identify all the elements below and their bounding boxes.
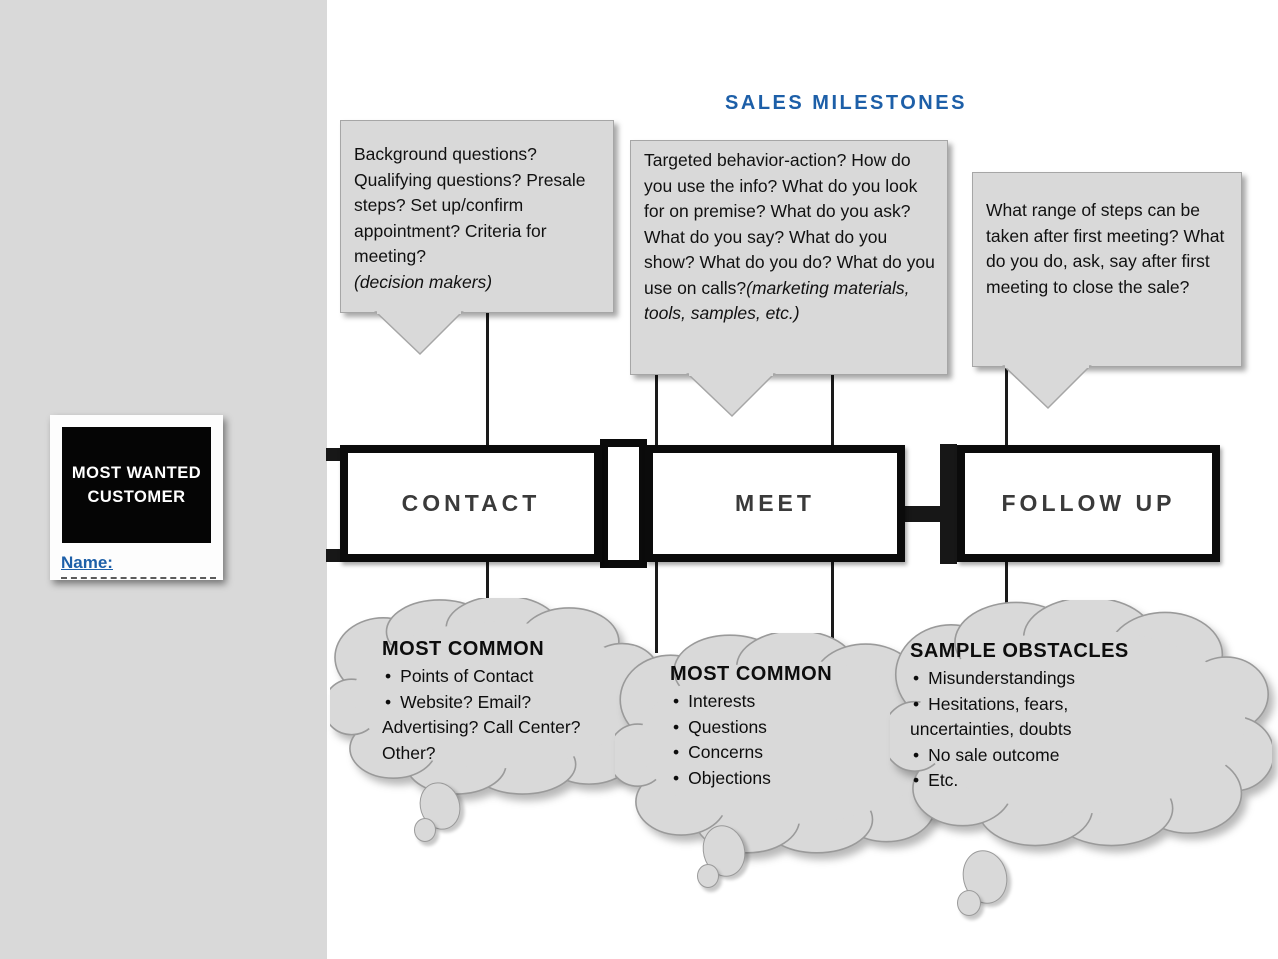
- list-item: [910, 692, 1158, 743]
- band-connector: [600, 439, 647, 568]
- callout-tail: [374, 311, 464, 357]
- callout-italic-text: (decision makers): [354, 271, 493, 292]
- bullet-dot: •: [673, 767, 680, 788]
- follow-up-callout: [972, 172, 1242, 367]
- callout-text: Targeted behavior-action? How do you use the info? What do you look for on premise? What do you ask? What do you say? What do you show? What do you do? What do you use on calls?: [644, 150, 935, 298]
- list-item: [670, 740, 880, 766]
- milestone-label: FOLLOW UP: [1001, 490, 1176, 516]
- bullet-dot: •: [913, 693, 920, 714]
- meet-callout: [630, 140, 948, 375]
- sales-milestones-title: SALES MILESTONES: [725, 92, 967, 114]
- band-connector-bar: [940, 444, 957, 564]
- bullet-dot: •: [913, 744, 920, 765]
- name-label: Name:: [61, 553, 113, 572]
- cloud-tail-bubble: [697, 864, 719, 888]
- list-item: [382, 664, 582, 690]
- callout-text: What range of steps can be taken after first meeting? What do you do, ask, say after first meeting to close the sale?: [986, 200, 1225, 297]
- bullet-dot: •: [385, 691, 392, 712]
- bullet-dot: •: [673, 742, 680, 762]
- cloud-bullet-list: [670, 689, 880, 791]
- list-item-text: Etc.: [928, 770, 959, 790]
- photo-label: MOST WANTED CUSTOMER: [71, 464, 202, 506]
- cloud-heading: SAMPLE OBSTACLES: [910, 640, 1129, 662]
- milestone-contact-box: [340, 445, 602, 562]
- most-wanted-customer-photo: [62, 427, 211, 543]
- bullet-dot: •: [673, 716, 680, 737]
- list-item: [910, 743, 1158, 769]
- list-item: [910, 768, 1158, 794]
- callout-italic-text: (marketing materials, tools, samples, etc.): [644, 277, 910, 323]
- bullet-dot: •: [385, 666, 392, 686]
- list-item-text: Points of Contact: [400, 666, 534, 686]
- milestone-meet-box: [645, 445, 905, 562]
- band-connector-bar: [903, 506, 945, 522]
- list-item: [910, 666, 1158, 692]
- callout-text: Background questions? Qualifying questions? Presale steps? Set up/confirm appointment? Criteria for meeting?: [354, 144, 586, 266]
- list-item-text: Questions: [688, 716, 767, 737]
- cloud-tail-bubble: [957, 890, 981, 916]
- bullet-dot: •: [913, 668, 920, 688]
- name-blank-line: [61, 553, 216, 579]
- milestone-label: MEET: [735, 490, 815, 516]
- list-item-text: No sale outcome: [928, 744, 1060, 765]
- follow-up-cloud-content: [910, 640, 1158, 794]
- meet-cloud-content: [670, 663, 880, 791]
- connector-line: [831, 373, 834, 448]
- cloud-heading: MOST COMMON: [382, 638, 545, 660]
- list-item: [670, 715, 880, 741]
- list-item: [382, 690, 582, 767]
- persona-photo-frame: [50, 415, 223, 580]
- list-item-text: Misunderstandings: [928, 668, 1076, 688]
- connector-line: [486, 312, 489, 448]
- milestone-label: CONTACT: [401, 490, 541, 516]
- cloud-bullet-list: [910, 666, 1158, 794]
- cloud-bullet-list: [382, 664, 582, 766]
- milestone-follow-up-box: [957, 445, 1220, 562]
- list-item: [670, 689, 880, 715]
- list-item: [670, 766, 880, 792]
- contact-callout: [340, 120, 614, 313]
- callout-tail: [1002, 365, 1092, 411]
- contact-cloud-content: [382, 638, 582, 766]
- list-item-text: Interests: [688, 691, 756, 711]
- bullet-dot: •: [673, 691, 680, 711]
- list-item-text: Concerns: [688, 742, 764, 762]
- list-item-text: Hesitations, fears, uncertainties, doubts: [910, 693, 1072, 739]
- list-item-text: Website? Email? Advertising? Call Center? Other?: [382, 691, 581, 763]
- cloud-tail-bubble: [414, 818, 436, 842]
- list-item-text: Objections: [688, 767, 771, 788]
- cloud-heading: MOST COMMON: [670, 663, 833, 685]
- callout-tail: [686, 373, 776, 419]
- connector-line: [655, 373, 658, 448]
- bullet-dot: •: [913, 770, 920, 790]
